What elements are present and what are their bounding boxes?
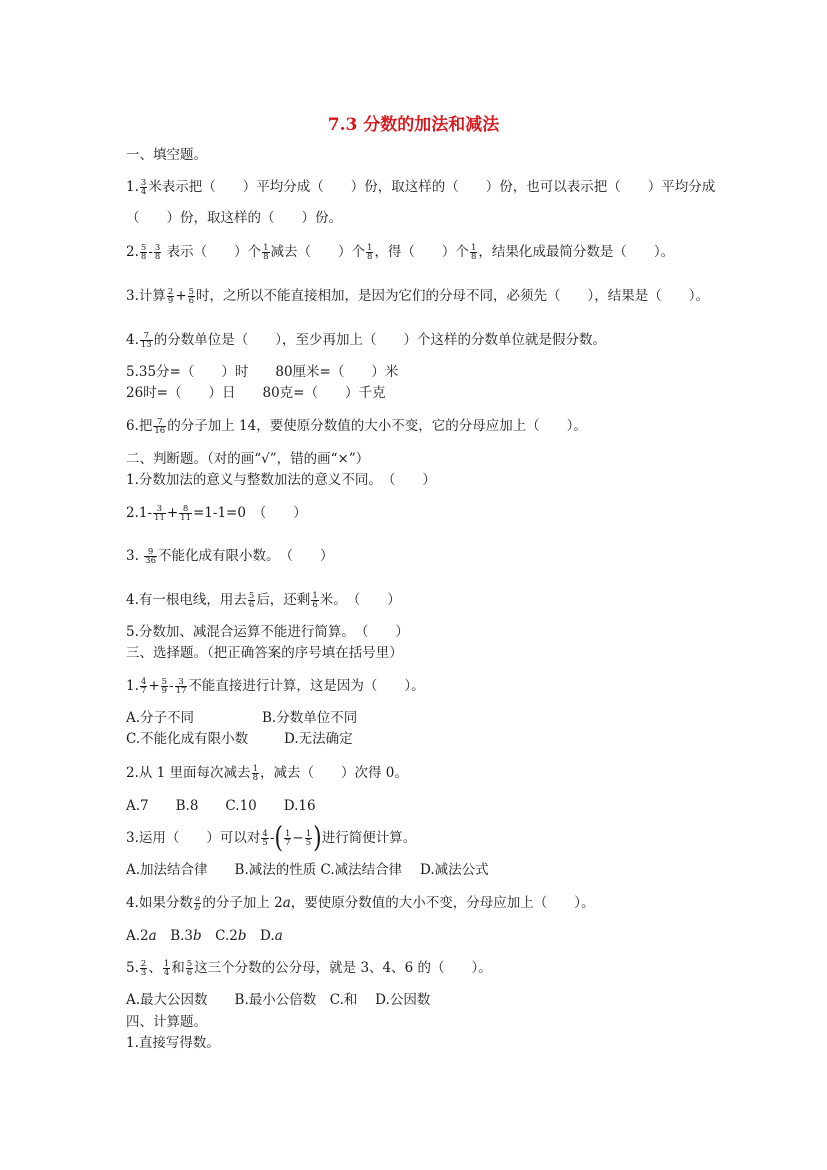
s2-q4: 4.有一根电线，用去 $\frac{5}{6}$ 后，还剩 $\frac{1}{6}$ 米。 （ ） bbox=[126, 591, 401, 610]
section-1-heading: 一、填空题。 bbox=[126, 147, 207, 163]
s3-q4: 4.如果分数 $\frac{a}{b}$ 的分子加上 2a，要使原分数值的大小不变，分母应加上（ ）。 bbox=[126, 894, 595, 913]
fraction: $\frac{8}{11}$ bbox=[180, 504, 191, 523]
s1-q3: 3.计算 $\frac{2}{9}$ + $\frac{5}{6}$ 时，之所以不能直接相加，是因为它们的分母不同，必须先（ ），结果是（ ）。 bbox=[126, 287, 710, 306]
s3-q2: 2.从 1 里面每次减去 $\frac{1}{8}$ ，减去（ ）次得 0。 bbox=[126, 764, 408, 783]
fraction: $\frac{1}{8}$ bbox=[263, 243, 269, 262]
s3-q5-options: A.最大公因数 B.最小公倍数 C.和 D.公因数 bbox=[126, 992, 431, 1008]
fraction: $\frac{7}{13}$ bbox=[140, 331, 152, 350]
fraction: $\frac{1}{8}$ bbox=[252, 764, 258, 783]
fraction: $\frac{4}{7}$ bbox=[140, 677, 147, 696]
s1-q1-line1 bbox=[126, 177, 715, 197]
s3-q4-options: A.2a B.3b C.2b D.a bbox=[126, 928, 283, 944]
s4-q1: 1.直接写得数。 bbox=[126, 1035, 220, 1051]
s3-q3-options: A.加法结合律 B.减法的性质 C.减法结合律 D.减法公式 bbox=[126, 862, 489, 878]
fraction: $\frac{3}{11}$ bbox=[154, 504, 165, 523]
fraction: $\frac{3}{17}$ bbox=[175, 677, 187, 696]
question-text: 米表示把（ ）平均分成（ ）份，取这样的（ ）份，也可以表示把（ ）平均分成 bbox=[148, 179, 716, 195]
s3-q1-options-row2: C.不能化成有限小数 D.无法确定 bbox=[126, 731, 353, 747]
s1-q4: 4. $\frac{7}{13}$ 的分数单位是（ ），至少再加上（ ）个这样的分数单位就是假分数。 bbox=[126, 331, 606, 350]
fraction: $\frac{a}{b}$ bbox=[194, 894, 201, 913]
s1-q5-line1: 5.35分=（ ）时 80厘米=（ ）米 bbox=[126, 364, 399, 380]
s3-q1: 1. $\frac{4}{7}$ + $\frac{5}{9}$ - $\frac{3}{17}$ 不能直接进行计算，这是因为（ ）。 bbox=[126, 677, 425, 696]
fraction: $\frac{5}{6}$ bbox=[186, 959, 193, 978]
s3-q1-options-row1: A.分子不同 B.分数单位不同 bbox=[126, 710, 358, 726]
section-2-heading: 二、判断题。（对的画“√”，错的画“×”） bbox=[126, 451, 370, 467]
s1-q2: 2. $\frac{5}{8}$ - $\frac{3}{8}$ 表示（ ）个 $\frac{1}{8}$ 减去（ ）个 $\frac{1}{8}$ ，得（ ）个 $\frac{1}{8}$ ，结果化成最简分数是（ ）。 bbox=[126, 243, 675, 262]
fraction: $\frac{5}{6}$ bbox=[188, 287, 195, 306]
fraction: $\frac{1}{6}$ bbox=[312, 591, 318, 610]
fraction: $\frac{3}{8}$ bbox=[154, 243, 161, 262]
fraction: $\frac{1}{5}$ bbox=[305, 829, 312, 848]
fraction: $\frac{1}{8}$ bbox=[470, 243, 477, 262]
s3-q3: 3.运用（ ）可以对 $\frac{4}{5}$ -( $\frac{1}{7}$ − $\frac{1}{5}$ )进行简便计算。 bbox=[126, 821, 417, 855]
fraction: $\frac{4}{5}$ bbox=[262, 829, 268, 848]
fraction: $\frac{5}{8}$ bbox=[140, 243, 147, 262]
fraction: $\frac{1}{7}$ bbox=[284, 829, 291, 848]
fraction: $\frac{5}{9}$ bbox=[161, 677, 168, 696]
s2-q2: 2.1- $\frac{3}{11}$ + $\frac{8}{11}$ =1-1=0 （ ） bbox=[126, 504, 307, 523]
s2-q1: 1.分数加法的意义与整数加法的意义不同。 （ ） bbox=[126, 472, 436, 488]
s3-q2-options: A.7 B.8 C.10 D.16 bbox=[126, 798, 316, 814]
s3-q5: 5. $\frac{2}{3}$ 、 $\frac{1}{4}$ 和 $\frac{5}{6}$ 这三个分数的公分母，就是 3、4、6 的（ ）。 bbox=[126, 959, 492, 978]
s2-q3: 3. $\frac{9}{36}$ 不能化成有限小数。 （ ） bbox=[126, 547, 334, 566]
page-title: 7.3 分数的加法和减法 bbox=[327, 115, 500, 135]
s1-q6: 6.把 $\frac{7}{16}$ 的分子加上 14，要使原分数值的大小不变，它的分母应加上（ ）。 bbox=[126, 417, 587, 436]
fraction: $\frac{9}{36}$ bbox=[145, 547, 156, 566]
fraction: $\frac{2}{9}$ bbox=[167, 287, 174, 306]
fraction: $\frac{1}{8}$ bbox=[367, 243, 373, 262]
s1-q1-line2: （ ）份，取这样的（ ）份。 bbox=[126, 210, 342, 226]
s2-q5: 5.分数加、减混合运算不能进行简算。 （ ） bbox=[126, 624, 409, 640]
fraction: $\frac{1}{4}$ bbox=[163, 959, 170, 978]
fraction: $\frac{7}{16}$ bbox=[154, 417, 166, 436]
section-3-heading: 三、选择题。（把正确答案的序号填在括号里） bbox=[126, 645, 403, 661]
section-4-heading: 四、计算题。 bbox=[126, 1014, 207, 1030]
fraction: $\frac{5}{6}$ bbox=[248, 591, 255, 610]
s1-q5-line2: 26时=（ ）日 80克=（ ）千克 bbox=[126, 385, 386, 401]
fraction: $\frac{2}{3}$ bbox=[140, 959, 147, 978]
q-number: 1. bbox=[126, 179, 139, 195]
fraction: $\frac{3}{4}$ bbox=[140, 178, 147, 197]
